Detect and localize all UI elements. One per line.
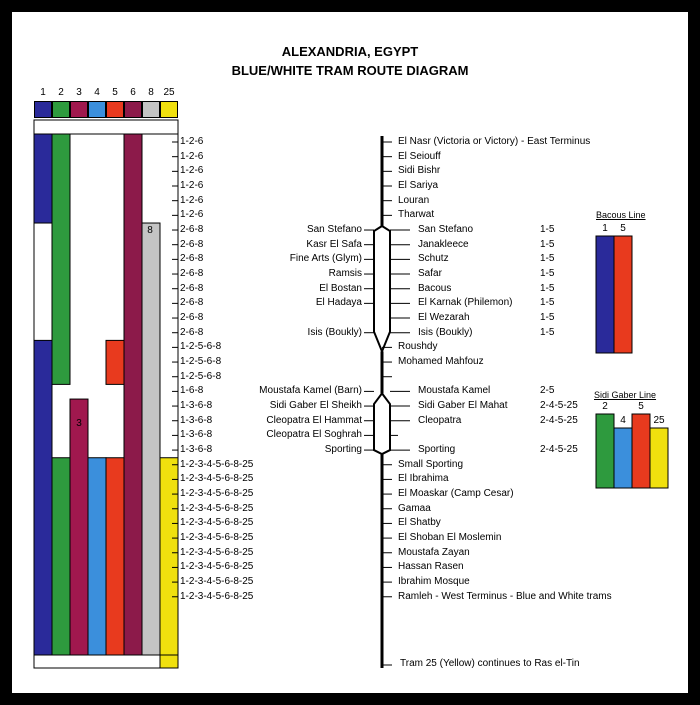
stop-left-name: Isis (Boukly): [307, 326, 362, 338]
stop-route-code: 1-2-5-6-8: [180, 370, 222, 382]
stop-route-code: 2-6-8: [180, 238, 204, 250]
stop-name: Cleopatra: [418, 414, 462, 426]
route-bar-1: [34, 340, 52, 655]
route-bar-5: [106, 458, 124, 655]
stop-left-name: Sporting: [324, 444, 362, 456]
stop-name: Janakleece: [418, 238, 469, 250]
sidi-gaber-line-title: Sidi Gaber Line: [594, 390, 657, 400]
stop-name: Mohamed Mahfouz: [398, 356, 484, 368]
bacous-bar-1: [596, 236, 614, 353]
stop-name: El Shatby: [398, 517, 441, 529]
stop-left-name: Fine Arts (Glym): [289, 253, 362, 265]
stop-alt-routes: 2-4-5-25: [540, 444, 578, 456]
stop-name: San Stefano: [418, 224, 474, 236]
route-bar-3: [70, 399, 88, 655]
legend-number-1: 1: [40, 87, 46, 98]
sidi-gaber-bar-2: [596, 414, 614, 488]
route-bar-5: [106, 340, 124, 384]
legend-number-8: 8: [148, 87, 154, 98]
stop-route-code: 1-2-3-4-5-6-8-25: [180, 546, 254, 558]
stop-route-code: 1-2-6: [180, 136, 204, 147]
stop-name: El Sariya: [398, 180, 439, 191]
sidi-gaber-label-4: 4: [620, 415, 626, 426]
footer-note: Tram 25 (Yellow) continues to Ras el-Tin: [400, 658, 580, 669]
route-bar-6: [124, 134, 142, 655]
stop-left-name: Sidi Gaber El Sheikh: [269, 400, 362, 412]
stop-alt-routes: 1-5: [540, 268, 555, 280]
route-8-marker: 8: [147, 225, 153, 236]
legend-number-3: 3: [76, 87, 82, 98]
stop-name: El Ibrahima: [398, 473, 449, 485]
stop-alt-routes: 2-5: [540, 385, 555, 397]
legend-number-2: 2: [58, 87, 64, 98]
stop-left-name: Ramsis: [328, 268, 362, 280]
stop-route-code: 1-3-6-8: [180, 414, 213, 426]
route-bar-2: [52, 458, 70, 655]
stop-name: Tharwat: [398, 209, 435, 221]
legend-number-25: 25: [163, 87, 175, 98]
bacous-line-title: Bacous Line: [596, 210, 646, 220]
stop-route-code: 2-6-8: [180, 253, 204, 265]
track-loop-right-1: [382, 226, 390, 351]
stop-left-name: Kasr El Safa: [306, 238, 362, 250]
title-line-2: BLUE/WHITE TRAM ROUTE DIAGRAM: [231, 63, 469, 78]
sidi-gaber-label-5: 5: [638, 401, 644, 412]
stop-name: El Wezarah: [418, 312, 470, 324]
stop-left-name: San Stefano: [306, 224, 362, 236]
stop-name: Schutz: [418, 253, 449, 265]
title-line-1: ALEXANDRIA, EGYPT: [281, 44, 419, 59]
stop-route-code: 1-2-3-4-5-6-8-25: [180, 590, 254, 602]
stop-name: El Karnak (Philemon): [418, 297, 513, 309]
stop-name: Sporting: [418, 444, 456, 456]
stop-alt-routes: 1-5: [540, 326, 555, 338]
track-loop-left-1: [374, 226, 382, 351]
stop-alt-routes: 1-5: [540, 238, 555, 250]
stop-name: Hassan Rasen: [398, 561, 464, 573]
bacous-label-1: 1: [602, 223, 608, 234]
stop-name: Sidi Bishr: [398, 165, 441, 177]
stop-route-code: 2-6-8: [180, 297, 204, 309]
stop-route-code: 1-6-8: [180, 385, 204, 397]
stop-left-name: Moustafa Kamel (Barn): [259, 385, 362, 397]
stop-alt-routes: 1-5: [540, 224, 555, 236]
bacous-label-5: 5: [620, 223, 626, 234]
stop-route-code: 1-2-3-4-5-6-8-25: [180, 458, 254, 470]
stop-route-code: 2-6-8: [180, 268, 204, 280]
route-3-marker: 3: [76, 418, 82, 429]
stop-route-code: 2-6-8: [180, 224, 204, 236]
legend-blank-bar: [34, 120, 178, 134]
stop-name: Roushdy: [398, 341, 438, 353]
stop-name: Louran: [398, 194, 430, 206]
sidi-gaber-bar-5: [632, 414, 650, 488]
route-bar-4: [88, 458, 106, 655]
stop-route-code: 1-2-6: [180, 165, 204, 177]
stop-name: El Shoban El Moslemin: [398, 532, 502, 544]
sidi-gaber-label-25: 25: [653, 415, 665, 426]
stop-alt-routes: 1-5: [540, 312, 555, 324]
stop-name: El Seiouff: [398, 150, 441, 162]
stop-route-code: 1-2-6: [180, 180, 204, 191]
stop-route-code: 1-2-3-4-5-6-8-25: [180, 488, 254, 500]
stop-route-code: 1-2-6: [180, 209, 204, 221]
stop-left-name: El Bostan: [319, 282, 362, 294]
sidi-gaber-label-2: 2: [602, 401, 608, 412]
stop-route-code: 1-2-6: [180, 150, 204, 162]
stop-name: Ramleh - West Terminus - Blue and White trams: [398, 590, 612, 602]
stop-route-code: 1-2-3-4-5-6-8-25: [180, 517, 254, 529]
stop-name: Gamaa: [398, 502, 431, 514]
stop-route-code: 1-3-6-8: [180, 444, 213, 456]
stop-name: Bacous: [418, 282, 452, 294]
stop-alt-routes: 1-5: [540, 282, 555, 294]
legend-number-4: 4: [94, 87, 100, 98]
stop-route-code: 2-6-8: [180, 312, 204, 324]
stop-route-code: 1-2-5-6-8: [180, 341, 222, 353]
route-bar-8: [142, 223, 160, 655]
track-loop-left-2: [374, 393, 382, 454]
track-loop-right-2: [382, 393, 390, 454]
legend-number-6: 6: [130, 87, 136, 98]
stop-alt-routes: 1-5: [540, 253, 555, 265]
legend-number-5: 5: [112, 87, 118, 98]
stop-route-code: 1-2-3-4-5-6-8-25: [180, 473, 254, 485]
stop-route-code: 1-3-6-8: [180, 429, 213, 441]
stop-route-code: 1-2-3-4-5-6-8-25: [180, 561, 254, 573]
footer-route-25-bar: [160, 655, 178, 668]
stop-route-code: 1-2-3-4-5-6-8-25: [180, 576, 254, 588]
stop-left-name: Cleopatra El Soghrah: [266, 429, 362, 441]
stop-route-code: 1-2-5-6-8: [180, 356, 222, 368]
bacous-bar-5: [614, 236, 632, 353]
sidi-gaber-bar-4: [614, 428, 632, 488]
route-bar-1: [34, 134, 52, 223]
sidi-gaber-bar-25: [650, 428, 668, 488]
route-bar-25: [160, 458, 178, 655]
footer-blank-bar: [34, 655, 160, 668]
stop-route-code: 2-6-8: [180, 282, 204, 294]
stop-name: Small Sporting: [398, 458, 464, 470]
stop-route-code: 1-3-6-8: [180, 400, 213, 412]
stop-name: Ibrahim Mosque: [398, 576, 470, 588]
stop-name: Moustafa Zayan: [398, 546, 470, 558]
stop-alt-routes: 2-4-5-25: [540, 400, 578, 412]
stop-name: Sidi Gaber El Mahat: [418, 400, 508, 412]
stop-route-code: 1-2-3-4-5-6-8-25: [180, 532, 254, 544]
stop-left-name: Cleopatra El Hammat: [266, 414, 362, 426]
stop-name: El Moaskar (Camp Cesar): [398, 488, 514, 500]
stop-route-code: 2-6-8: [180, 326, 204, 338]
stop-route-code: 1-2-3-4-5-6-8-25: [180, 502, 254, 514]
stop-name: El Nasr (Victoria or Victory) - East Terminus: [398, 136, 591, 147]
stop-name: Safar: [418, 268, 442, 280]
stop-alt-routes: 2-4-5-25: [540, 414, 578, 426]
stop-name: Moustafa Kamel: [418, 385, 491, 397]
route-bar-2: [52, 134, 70, 384]
stop-left-name: El Hadaya: [315, 297, 362, 309]
stop-alt-routes: 1-5: [540, 297, 555, 309]
stop-route-code: 1-2-6: [180, 194, 204, 206]
stop-name: Isis (Boukly): [418, 326, 473, 338]
